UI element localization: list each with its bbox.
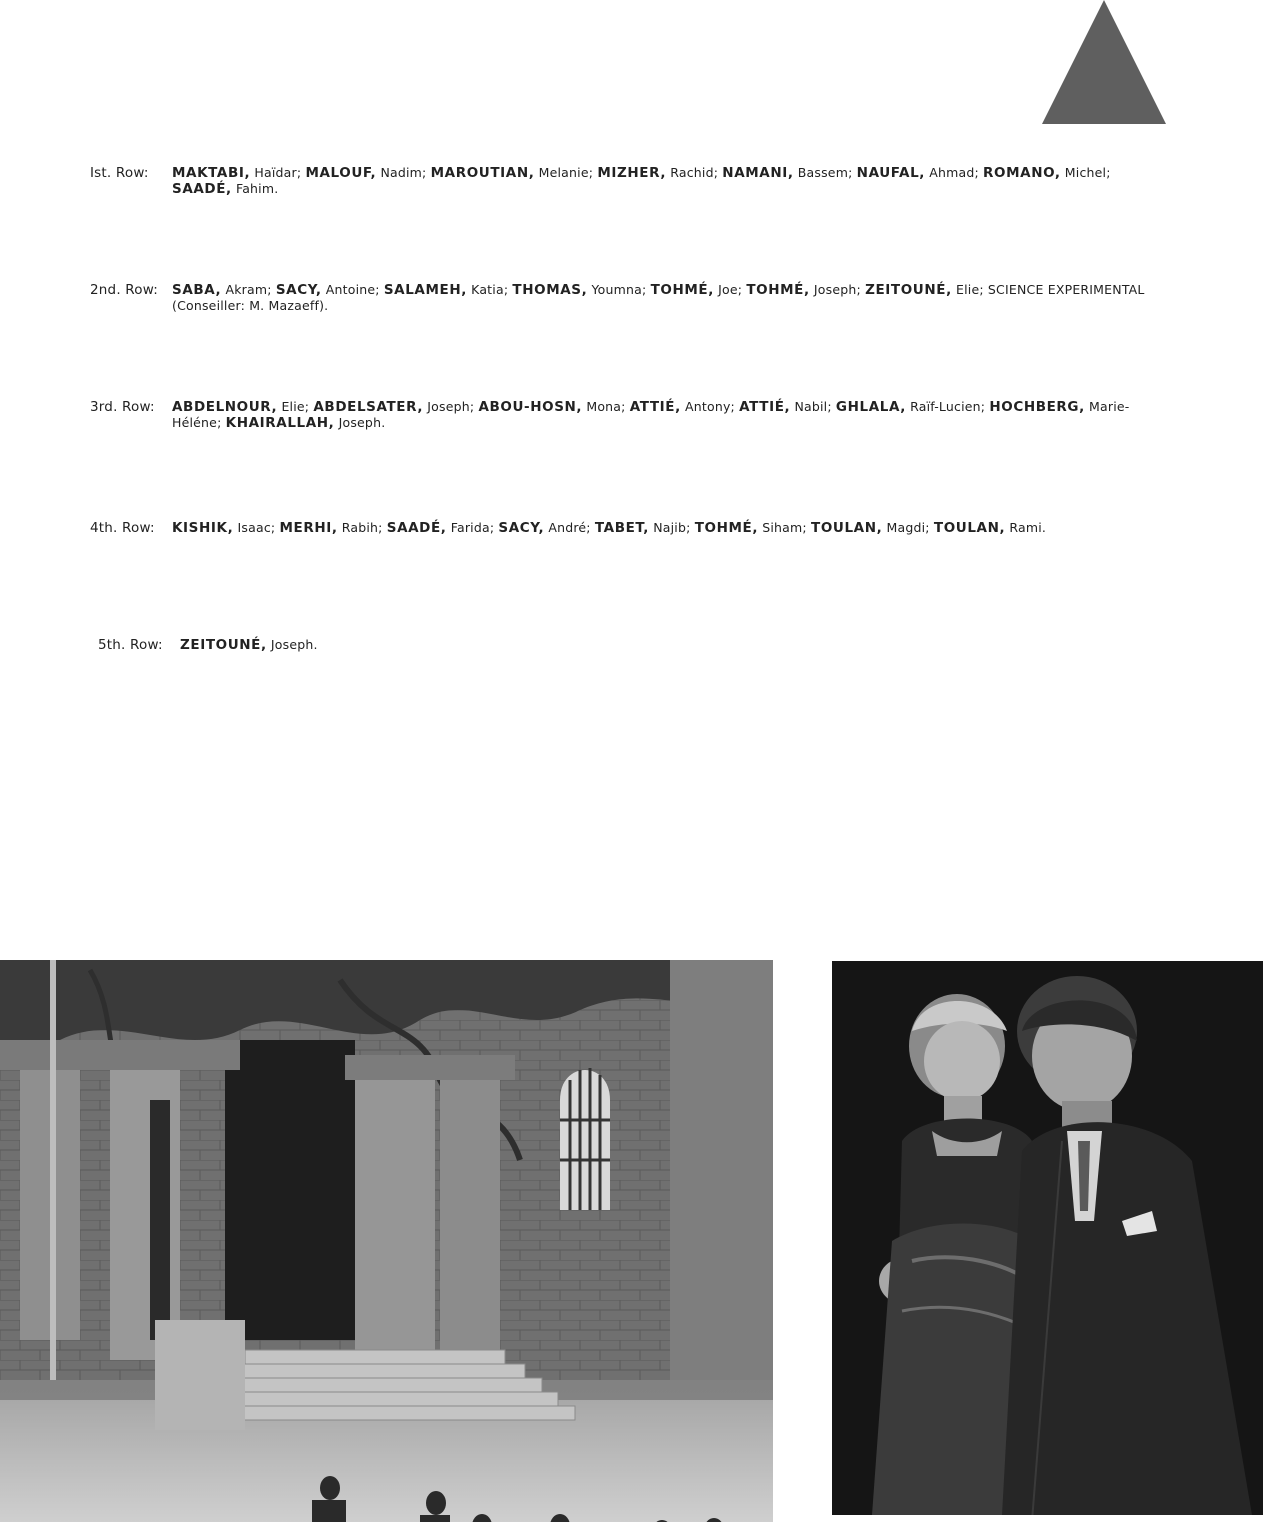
given-name: Akram; — [221, 282, 276, 297]
given-name: Nabil; — [790, 399, 836, 414]
given-name: Ahmad; — [925, 165, 984, 180]
gray-triangle-icon — [1042, 0, 1166, 124]
given-name: Rami. — [1005, 520, 1047, 535]
row-names — [172, 165, 1165, 197]
given-name: Antony; — [680, 399, 740, 414]
given-name: Farida; — [446, 520, 499, 535]
caption-row-2 — [90, 282, 1165, 314]
surname: SACY, — [275, 282, 322, 298]
given-name: Isaac; — [233, 520, 280, 535]
given-name: Joseph; — [423, 399, 479, 414]
surname: SAADÉ, — [386, 520, 447, 536]
surname: KHAIRALLAH, — [225, 415, 335, 431]
surname: NAUFAL, — [856, 165, 926, 181]
surname: ABDELNOUR, — [172, 399, 278, 415]
surname: SABA, — [172, 282, 222, 298]
given-name: Magdi; — [882, 520, 934, 535]
surname: ATTIÉ, — [629, 399, 681, 415]
surname: GHLALA, — [835, 399, 906, 415]
surname: HOCHBERG, — [989, 399, 1085, 415]
surname: NAMANI, — [722, 165, 794, 181]
surname: SAADÉ, — [172, 181, 232, 197]
row-label: 4th. Row: — [90, 520, 155, 536]
given-name: Katia; — [466, 282, 513, 297]
surname: THOMAS, — [512, 282, 588, 298]
given-name: Elie; SCIENCE EXPERIMENTAL (Conseiller: M. Mazaeff). — [172, 282, 1145, 313]
given-name: Rachid; — [666, 165, 723, 180]
caption-row-1 — [90, 165, 1165, 197]
caption-row-5 — [98, 637, 1173, 653]
given-name: Raïf-Lucien; — [905, 399, 990, 414]
surname: ZEITOUNÉ, — [180, 637, 267, 653]
given-name: Bassem; — [793, 165, 857, 180]
given-name: Joe; — [713, 282, 747, 297]
surname: KISHIK, — [172, 520, 234, 536]
given-name: Michel; — [1060, 165, 1111, 180]
given-name: Joseph. — [266, 637, 318, 652]
surname: TOULAN, — [811, 520, 883, 536]
row-names — [172, 399, 1165, 431]
given-name: Joseph; — [809, 282, 866, 297]
surname: MAROUTIAN, — [430, 165, 535, 181]
surname: MERHI, — [279, 520, 338, 536]
surname: TOHMÉ, — [746, 282, 810, 298]
surname: TOHMÉ, — [694, 520, 759, 536]
surname: ABOU-HOSN, — [478, 399, 583, 415]
row-names — [180, 637, 1173, 653]
given-name: Siham; — [758, 520, 812, 535]
given-name: Youmna; — [587, 282, 651, 297]
row-label: 3rd. Row: — [90, 399, 155, 415]
given-name: Rabih; — [337, 520, 387, 535]
surname: SALAMEH, — [383, 282, 467, 298]
given-name: Nadim; — [376, 165, 431, 180]
given-name: Melanie; — [534, 165, 598, 180]
surname: ROMANO, — [983, 165, 1061, 181]
surname: ABDELSATER, — [313, 399, 424, 415]
given-name: André; — [544, 520, 595, 535]
row-names — [172, 520, 1165, 536]
given-name: Elie; — [277, 399, 314, 414]
surname: MIZHER, — [597, 165, 667, 181]
row-label: 5th. Row: — [98, 637, 163, 653]
couple-night-photo — [832, 961, 1263, 1515]
row-label: 2nd. Row: — [90, 282, 158, 298]
given-name: Joseph. — [334, 415, 386, 430]
caption-row-3 — [90, 399, 1165, 431]
given-name: Fahim. — [231, 181, 279, 196]
building-courtyard-photo — [0, 960, 773, 1522]
caption-row-4 — [90, 520, 1165, 536]
row-names — [172, 282, 1165, 314]
row-label: Ist. Row: — [90, 165, 149, 181]
given-name: Haïdar; — [250, 165, 306, 180]
surname: TOULAN, — [933, 520, 1006, 536]
surname: MALOUF, — [305, 165, 377, 181]
given-name: Marie-Héléne; — [172, 399, 1130, 430]
given-name: Najib; — [649, 520, 695, 535]
surname: TOHMÉ, — [650, 282, 714, 298]
surname: ATTIÉ, — [739, 399, 791, 415]
given-name: Antoine; — [321, 282, 384, 297]
surname: ZEITOUNÉ, — [865, 282, 952, 298]
surname: SACY, — [498, 520, 545, 536]
surname: MAKTABI, — [172, 165, 251, 181]
given-name: Mona; — [582, 399, 630, 414]
surname: TABET, — [594, 520, 650, 536]
